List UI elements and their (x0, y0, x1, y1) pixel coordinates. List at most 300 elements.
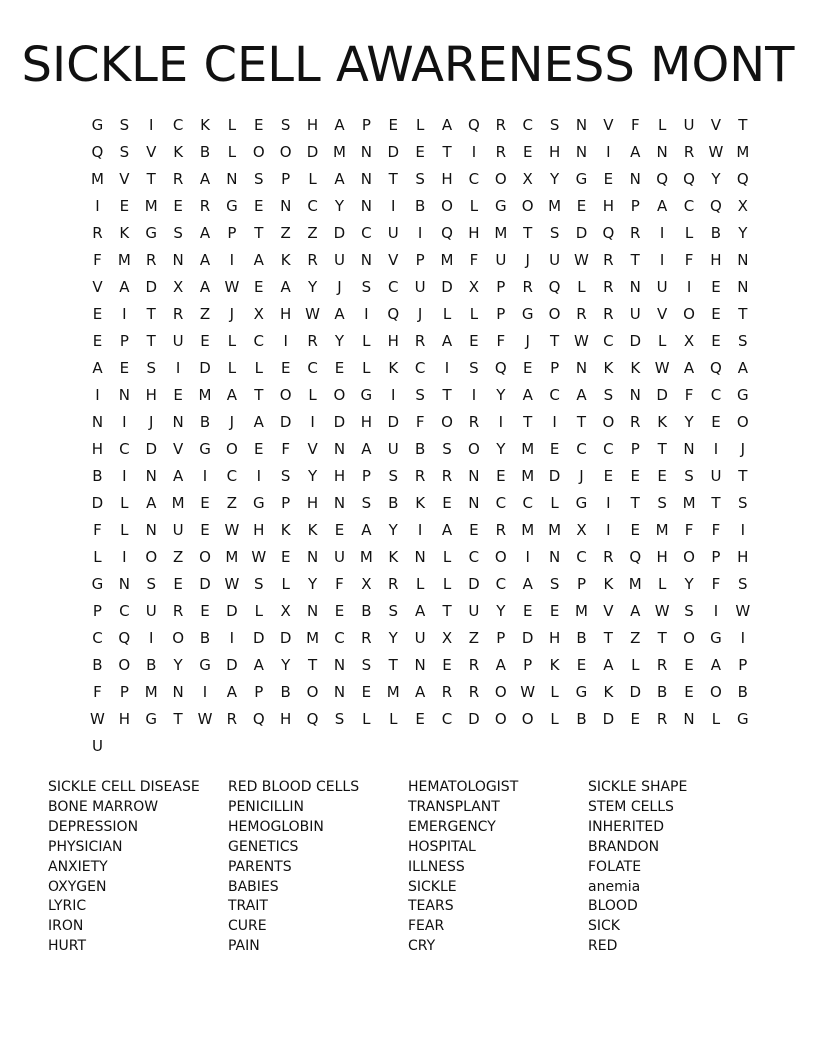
grid-letter[interactable]: S (280, 467, 291, 485)
grid-letter[interactable]: S (119, 143, 130, 161)
grid-letter[interactable]: J (579, 467, 584, 485)
grid-letter[interactable]: C (522, 116, 533, 134)
grid-letter[interactable]: C (468, 548, 480, 566)
grid-letter[interactable]: L (550, 494, 559, 512)
grid-letter[interactable]: O (494, 170, 507, 188)
grid-letter[interactable]: A (361, 440, 372, 458)
grid-letter[interactable]: E (361, 683, 372, 701)
grid-letter[interactable]: P (227, 224, 237, 242)
grid-letter[interactable]: C (603, 332, 614, 350)
grid-letter[interactable]: R (683, 143, 695, 161)
grid-letter[interactable]: K (388, 359, 399, 377)
grid-letter[interactable]: N (333, 494, 346, 512)
grid-letter[interactable]: M (332, 143, 346, 161)
grid-letter[interactable]: O (333, 386, 346, 404)
grid-letter[interactable]: X (737, 197, 748, 215)
grid-letter[interactable]: A (199, 224, 211, 242)
grid-letter[interactable]: T (442, 143, 452, 161)
grid-letter[interactable]: K (603, 359, 614, 377)
grid-letter[interactable]: E (415, 143, 425, 161)
grid-letter[interactable]: D (468, 710, 480, 728)
grid-letter[interactable]: K (388, 548, 399, 566)
grid-letter[interactable]: A (226, 683, 238, 701)
grid-letter[interactable]: S (119, 116, 130, 134)
grid-letter[interactable]: E (173, 197, 183, 215)
grid-letter[interactable]: L (227, 116, 237, 134)
grid-letter[interactable]: I (391, 197, 396, 215)
grid-letter[interactable]: S (334, 710, 345, 728)
grid-letter[interactable]: U (387, 224, 399, 242)
grid-letter[interactable]: L (469, 197, 479, 215)
grid-letter[interactable]: O (521, 197, 534, 215)
grid-letter[interactable]: L (442, 548, 452, 566)
grid-letter[interactable]: E (280, 359, 291, 377)
grid-letter[interactable]: M (736, 143, 750, 161)
grid-letter[interactable]: N (629, 386, 641, 404)
grid-letter[interactable]: D (306, 143, 319, 161)
grid-letter[interactable]: F (93, 251, 102, 269)
grid-letter[interactable]: Q (494, 359, 507, 377)
grid-letter[interactable]: F (93, 521, 102, 539)
grid-letter[interactable]: W (224, 278, 240, 296)
grid-letter[interactable]: N (360, 170, 372, 188)
grid-letter[interactable]: Y (684, 413, 694, 431)
grid-letter[interactable]: P (496, 629, 506, 647)
grid-letter[interactable]: M (144, 683, 158, 701)
grid-letter[interactable]: R (603, 278, 614, 296)
grid-letter[interactable]: C (92, 629, 103, 647)
grid-letter[interactable]: N (575, 143, 588, 161)
grid-letter[interactable]: A (603, 656, 614, 674)
grid-letter[interactable]: E (119, 197, 130, 215)
grid-letter[interactable]: M (521, 467, 535, 485)
grid-letter[interactable]: K (603, 575, 614, 593)
grid-letter[interactable]: Q (602, 224, 615, 242)
grid-letter[interactable]: R (522, 278, 533, 296)
grid-letter[interactable]: C (495, 575, 507, 593)
grid-letter[interactable]: Q (683, 170, 695, 188)
grid-letter[interactable]: W (224, 521, 240, 539)
grid-letter[interactable]: H (602, 197, 614, 215)
grid-letter[interactable]: S (657, 494, 667, 512)
grid-letter[interactable]: T (711, 494, 721, 512)
grid-letter[interactable]: I (149, 116, 154, 134)
grid-letter[interactable]: O (306, 683, 319, 701)
grid-letter[interactable]: Q (629, 548, 642, 566)
grid-letter[interactable]: Y (334, 197, 345, 215)
grid-letter[interactable]: I (444, 359, 450, 377)
grid-letter[interactable]: I (713, 440, 719, 458)
grid-letter[interactable]: I (202, 683, 208, 701)
grid-letter[interactable]: D (253, 629, 265, 647)
grid-letter[interactable]: H (548, 629, 561, 647)
grid-letter[interactable]: S (146, 575, 156, 593)
grid-letter[interactable]: S (549, 116, 560, 134)
grid-letter[interactable]: A (199, 251, 211, 269)
grid-letter[interactable]: F (684, 386, 694, 404)
grid-letter[interactable]: T (630, 494, 640, 512)
grid-letter[interactable]: E (200, 494, 210, 512)
grid-letter[interactable]: P (496, 278, 506, 296)
grid-letter[interactable]: E (200, 521, 210, 539)
grid-letter[interactable]: B (388, 494, 399, 512)
grid-letter[interactable]: P (254, 683, 264, 701)
grid-letter[interactable]: V (657, 305, 668, 323)
grid-letter[interactable]: H (333, 467, 346, 485)
grid-letter[interactable]: U (683, 116, 695, 134)
grid-letter[interactable]: X (361, 575, 372, 593)
grid-letter[interactable]: V (172, 440, 184, 458)
grid-letter[interactable]: P (550, 359, 560, 377)
grid-letter[interactable]: H (280, 305, 292, 323)
grid-letter[interactable]: A (253, 251, 264, 269)
grid-letter[interactable]: L (577, 278, 586, 296)
grid-letter[interactable]: B (737, 683, 748, 701)
grid-letter[interactable]: P (576, 575, 586, 593)
grid-letter[interactable]: D (602, 710, 615, 728)
grid-letter[interactable]: N (333, 440, 346, 458)
grid-letter[interactable]: E (576, 656, 587, 674)
grid-letter[interactable]: I (471, 386, 477, 404)
grid-letter[interactable]: H (280, 710, 292, 728)
grid-letter[interactable]: W (251, 548, 267, 566)
grid-letter[interactable]: X (253, 305, 264, 323)
grid-letter[interactable]: A (630, 143, 641, 161)
grid-letter[interactable]: M (521, 521, 535, 539)
grid-letter[interactable]: C (603, 440, 614, 458)
grid-letter[interactable]: H (441, 170, 453, 188)
grid-letter[interactable]: E (684, 683, 694, 701)
grid-letter[interactable]: G (521, 305, 534, 323)
grid-letter[interactable]: K (630, 359, 641, 377)
grid-letter[interactable]: E (496, 467, 506, 485)
grid-letter[interactable]: E (630, 467, 640, 485)
grid-letter[interactable]: R (441, 683, 453, 701)
grid-letter[interactable]: G (91, 116, 104, 134)
grid-letter[interactable]: L (227, 332, 237, 350)
grid-letter[interactable]: K (280, 251, 291, 269)
grid-letter[interactable]: W (520, 683, 536, 701)
grid-letter[interactable]: Q (656, 170, 669, 188)
grid-letter[interactable]: I (659, 251, 665, 269)
grid-letter[interactable]: F (93, 683, 102, 701)
grid-letter[interactable]: R (576, 305, 587, 323)
grid-letter[interactable]: E (334, 521, 345, 539)
grid-letter[interactable]: Y (496, 386, 506, 404)
grid-letter[interactable]: T (442, 386, 452, 404)
grid-letter[interactable]: E (522, 602, 533, 620)
grid-letter[interactable]: D (387, 143, 400, 161)
grid-letter[interactable]: D (199, 575, 211, 593)
grid-letter[interactable]: S (415, 386, 425, 404)
grid-letter[interactable]: E (173, 386, 183, 404)
grid-letter[interactable]: T (550, 332, 560, 350)
grid-letter[interactable]: Q (441, 224, 453, 242)
grid-letter[interactable]: R (307, 251, 318, 269)
grid-letter[interactable]: E (254, 440, 264, 458)
grid-letter[interactable]: S (173, 224, 183, 242)
grid-letter[interactable]: K (119, 224, 130, 242)
grid-letter[interactable]: V (119, 170, 130, 188)
grid-letter[interactable]: Y (334, 332, 345, 350)
grid-letter[interactable]: H (468, 224, 480, 242)
grid-letter[interactable]: J (337, 278, 342, 296)
grid-letter[interactable]: Q (118, 629, 131, 647)
grid-letter[interactable]: I (364, 305, 369, 323)
grid-letter[interactable]: I (122, 305, 127, 323)
grid-letter[interactable]: N (683, 440, 695, 458)
grid-letter[interactable]: N (629, 170, 641, 188)
grid-letter[interactable]: U (710, 467, 722, 485)
grid-letter[interactable]: B (657, 683, 668, 701)
grid-letter[interactable]: P (92, 602, 102, 620)
grid-letter[interactable]: T (146, 332, 156, 350)
grid-letter[interactable]: A (199, 170, 211, 188)
grid-letter[interactable]: Y (307, 575, 318, 593)
grid-letter[interactable]: U (333, 548, 345, 566)
grid-letter[interactable]: T (442, 602, 452, 620)
grid-letter[interactable]: B (146, 656, 157, 674)
grid-letter[interactable]: L (442, 575, 452, 593)
grid-letter[interactable]: M (386, 683, 400, 701)
grid-letter[interactable]: A (253, 413, 264, 431)
grid-letter[interactable]: I (740, 629, 746, 647)
grid-letter[interactable]: S (146, 359, 156, 377)
grid-letter[interactable]: G (360, 386, 373, 404)
grid-letter[interactable]: B (576, 710, 587, 728)
grid-letter[interactable]: N (737, 251, 749, 269)
grid-letter[interactable]: G (199, 440, 211, 458)
grid-letter[interactable]: H (253, 521, 265, 539)
grid-letter[interactable]: M (144, 197, 158, 215)
grid-letter[interactable]: R (603, 305, 614, 323)
grid-letter[interactable]: A (522, 386, 533, 404)
grid-letter[interactable]: A (441, 521, 453, 539)
grid-letter[interactable]: O (441, 197, 453, 215)
grid-letter[interactable]: C (119, 440, 130, 458)
grid-letter[interactable]: K (657, 413, 668, 431)
grid-letter[interactable]: R (172, 170, 184, 188)
grid-letter[interactable]: R (414, 467, 426, 485)
grid-letter[interactable]: G (737, 710, 749, 728)
grid-letter[interactable]: U (91, 737, 103, 755)
grid-letter[interactable]: N (226, 170, 238, 188)
grid-letter[interactable]: B (414, 197, 426, 215)
grid-letter[interactable]: Q (306, 710, 319, 728)
grid-letter[interactable]: S (442, 440, 452, 458)
grid-letter[interactable]: N (656, 143, 668, 161)
grid-letter[interactable]: H (656, 548, 668, 566)
grid-letter[interactable]: E (334, 602, 345, 620)
grid-letter[interactable]: K (280, 521, 291, 539)
grid-letter[interactable]: V (603, 116, 614, 134)
grid-letter[interactable]: A (657, 197, 668, 215)
grid-letter[interactable]: L (657, 575, 667, 593)
grid-letter[interactable]: O (683, 629, 695, 647)
grid-letter[interactable]: O (279, 143, 292, 161)
grid-letter[interactable]: J (417, 305, 423, 323)
grid-letter[interactable]: I (740, 521, 746, 539)
grid-letter[interactable]: M (575, 602, 588, 620)
grid-letter[interactable]: O (199, 548, 211, 566)
grid-letter[interactable]: H (306, 494, 319, 512)
grid-letter[interactable]: I (256, 467, 261, 485)
grid-letter[interactable]: D (333, 413, 346, 431)
grid-letter[interactable]: Z (630, 629, 641, 647)
grid-letter[interactable]: J (149, 413, 154, 431)
grid-letter[interactable]: P (415, 251, 425, 269)
grid-letter[interactable]: N (172, 251, 184, 269)
grid-letter[interactable]: R (414, 332, 426, 350)
grid-letter[interactable]: S (361, 278, 372, 296)
grid-letter[interactable]: A (710, 656, 722, 674)
grid-letter[interactable]: P (281, 494, 291, 512)
grid-letter[interactable]: P (523, 656, 533, 674)
grid-letter[interactable]: T (523, 224, 533, 242)
grid-letter[interactable]: E (630, 710, 640, 728)
grid-letter[interactable]: S (684, 467, 694, 485)
grid-letter[interactable]: L (308, 386, 317, 404)
grid-letter[interactable]: Y (684, 575, 694, 593)
grid-letter[interactable]: G (226, 197, 238, 215)
grid-letter[interactable]: L (550, 683, 559, 701)
grid-letter[interactable]: J (740, 440, 746, 458)
grid-letter[interactable]: I (95, 386, 100, 404)
grid-letter[interactable]: V (603, 602, 614, 620)
grid-letter[interactable]: T (523, 413, 533, 431)
grid-letter[interactable]: P (630, 197, 640, 215)
grid-letter[interactable]: A (146, 494, 157, 512)
grid-letter[interactable]: D (199, 359, 211, 377)
grid-letter[interactable]: E (603, 170, 614, 188)
grid-letter[interactable]: Y (550, 170, 560, 188)
grid-letter[interactable]: I (122, 467, 127, 485)
grid-letter[interactable]: Z (468, 629, 480, 647)
grid-letter[interactable]: N (91, 413, 104, 431)
grid-letter[interactable]: M (198, 386, 212, 404)
grid-letter[interactable]: R (656, 656, 668, 674)
grid-letter[interactable]: E (173, 575, 183, 593)
grid-letter[interactable]: L (684, 224, 694, 242)
grid-letter[interactable]: T (388, 656, 398, 674)
grid-letter[interactable]: K (415, 494, 426, 512)
grid-letter[interactable]: W (708, 143, 724, 161)
grid-letter[interactable]: S (388, 467, 398, 485)
grid-letter[interactable]: M (225, 548, 239, 566)
grid-letter[interactable]: L (657, 332, 667, 350)
grid-letter[interactable]: R (495, 116, 507, 134)
grid-letter[interactable]: I (686, 278, 692, 296)
grid-letter[interactable]: I (417, 224, 423, 242)
grid-letter[interactable]: V (710, 116, 722, 134)
grid-letter[interactable]: Z (226, 494, 238, 512)
grid-letter[interactable]: K (173, 143, 184, 161)
grid-letter[interactable]: S (280, 116, 291, 134)
grid-letter[interactable]: E (657, 467, 667, 485)
grid-letter[interactable]: E (603, 467, 614, 485)
grid-letter[interactable]: L (415, 116, 425, 134)
grid-letter[interactable]: A (334, 116, 345, 134)
grid-letter[interactable]: S (738, 332, 748, 350)
grid-letter[interactable]: T (173, 710, 183, 728)
grid-letter[interactable]: Z (280, 224, 291, 242)
grid-letter[interactable]: P (119, 332, 129, 350)
grid-letter[interactable]: N (333, 656, 346, 674)
grid-letter[interactable]: G (575, 494, 588, 512)
grid-letter[interactable]: L (120, 521, 129, 539)
grid-letter[interactable]: D (521, 629, 534, 647)
grid-letter[interactable]: C (683, 197, 695, 215)
grid-letter[interactable]: X (468, 278, 480, 296)
grid-letter[interactable]: V (92, 278, 103, 296)
grid-letter[interactable]: D (145, 440, 157, 458)
grid-letter[interactable]: G (494, 197, 507, 215)
grid-letter[interactable]: I (149, 629, 154, 647)
grid-letter[interactable]: N (575, 359, 588, 377)
grid-letter[interactable]: O (279, 386, 292, 404)
grid-letter[interactable]: U (387, 440, 399, 458)
grid-letter[interactable]: O (521, 710, 534, 728)
grid-letter[interactable]: T (254, 224, 264, 242)
grid-letter[interactable]: L (362, 710, 371, 728)
grid-letter[interactable]: T (738, 467, 748, 485)
grid-letter[interactable]: M (628, 575, 642, 593)
grid-letter[interactable]: E (711, 413, 721, 431)
grid-letter[interactable]: P (281, 170, 291, 188)
grid-letter[interactable]: L (120, 494, 129, 512)
grid-letter[interactable]: E (522, 143, 533, 161)
grid-letter[interactable]: N (306, 602, 319, 620)
grid-letter[interactable]: G (575, 170, 588, 188)
grid-letter[interactable]: W (654, 359, 670, 377)
grid-letter[interactable]: E (92, 305, 103, 323)
grid-letter[interactable]: H (387, 332, 399, 350)
grid-letter[interactable]: B (92, 656, 103, 674)
grid-letter[interactable]: D (387, 413, 400, 431)
grid-letter[interactable]: N (333, 683, 346, 701)
grid-letter[interactable]: O (494, 683, 507, 701)
grid-letter[interactable]: Q (387, 305, 400, 323)
grid-letter[interactable]: H (145, 386, 157, 404)
grid-letter[interactable]: I (95, 197, 100, 215)
grid-letter[interactable]: I (606, 494, 611, 512)
grid-letter[interactable]: P (361, 467, 371, 485)
grid-letter[interactable]: C (549, 386, 560, 404)
grid-letter[interactable]: O (602, 413, 615, 431)
grid-letter[interactable]: U (333, 251, 345, 269)
grid-letter[interactable]: E (630, 521, 640, 539)
grid-letter[interactable]: A (253, 656, 264, 674)
grid-letter[interactable]: D (629, 683, 642, 701)
grid-letter[interactable]: P (711, 548, 721, 566)
grid-letter[interactable]: P (630, 440, 640, 458)
grid-letter[interactable]: I (122, 413, 127, 431)
grid-letter[interactable]: S (361, 494, 372, 512)
grid-letter[interactable]: D (629, 332, 642, 350)
grid-letter[interactable]: N (118, 386, 130, 404)
grid-letter[interactable]: L (362, 359, 371, 377)
grid-letter[interactable]: Q (548, 278, 561, 296)
grid-letter[interactable]: M (521, 440, 535, 458)
grid-letter[interactable]: I (659, 224, 665, 242)
grid-letter[interactable]: E (442, 656, 452, 674)
grid-letter[interactable]: R (92, 224, 103, 242)
grid-letter[interactable]: B (710, 224, 722, 242)
grid-letter[interactable]: N (360, 251, 372, 269)
grid-letter[interactable]: S (254, 170, 264, 188)
grid-letter[interactable]: Y (281, 656, 291, 674)
grid-letter[interactable]: N (737, 278, 749, 296)
